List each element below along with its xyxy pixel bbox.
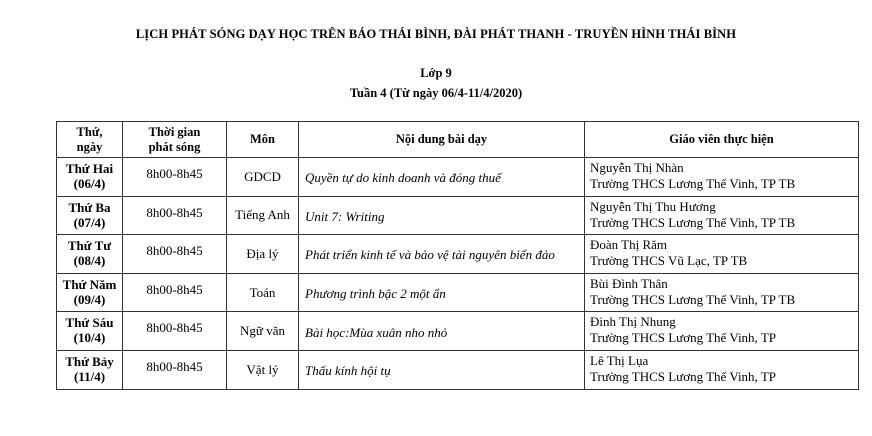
content-cell: Phương trình bậc 2 một ẩn bbox=[299, 273, 585, 312]
teacher-name: Đinh Thị Nhung bbox=[590, 314, 676, 330]
time-cell: 8h00-8h45 bbox=[123, 312, 227, 351]
time-cell: 8h00-8h45 bbox=[123, 273, 227, 312]
day-name: Thứ Sáu bbox=[65, 315, 114, 331]
day-cell bbox=[57, 196, 123, 235]
table-row bbox=[57, 350, 859, 389]
teacher-school: Trường THCS Lương Thế Vinh, TP bbox=[590, 368, 776, 384]
day-name: Thứ Bảy bbox=[65, 353, 114, 369]
content-cell: Thấu kính hội tụ bbox=[299, 350, 585, 389]
day-cell bbox=[57, 273, 123, 312]
subject-cell: Vật lý bbox=[227, 350, 299, 389]
table-row bbox=[57, 196, 859, 235]
table-row bbox=[57, 312, 859, 351]
day-cell bbox=[57, 235, 123, 274]
day-date: (09/4) bbox=[73, 291, 106, 307]
week-label: Tuần 4 (Từ ngày 06/4-11/4/2020) bbox=[349, 86, 523, 100]
day-date: (10/4) bbox=[73, 330, 106, 346]
subject-cell: Địa lý bbox=[227, 235, 299, 274]
teacher-name: Bùi Đình Thân bbox=[590, 275, 668, 291]
subject-cell: Tiếng Anh bbox=[227, 196, 299, 235]
teacher-cell bbox=[585, 312, 859, 351]
teacher-school: Trường THCS Lương Thế Vinh, TP TB bbox=[590, 214, 796, 230]
time-cell: 8h00-8h45 bbox=[123, 196, 227, 235]
time-cell: 8h00-8h45 bbox=[123, 235, 227, 274]
day-cell bbox=[57, 158, 123, 197]
day-date: (07/4) bbox=[73, 214, 106, 230]
time-cell: 8h00-8h45 bbox=[123, 350, 227, 389]
teacher-school: Trường THCS Lương Thế Vinh, TP TB bbox=[590, 291, 796, 307]
day-name: Thứ Tư bbox=[67, 238, 112, 254]
teacher-cell bbox=[585, 196, 859, 235]
schedule-table bbox=[56, 121, 859, 390]
time-cell: 8h00-8h45 bbox=[123, 158, 227, 197]
document-title: LỊCH PHÁT SÓNG DẠY HỌC TRÊN BÁO THÁI BÌNH, ĐÀI PHÁT THANH - TRUYỀN HÌNH THÁI BÌNH bbox=[135, 27, 737, 41]
content-cell: Quyền tự do kinh doanh và đóng thuế bbox=[299, 158, 585, 197]
header-day: Thứ, ngày bbox=[57, 122, 123, 158]
day-date: (06/4) bbox=[73, 176, 106, 191]
table-row bbox=[57, 273, 859, 312]
content-cell: Bài học:Mùa xuân nho nhỏ bbox=[299, 312, 585, 351]
teacher-cell bbox=[585, 350, 859, 389]
header-subject: Môn bbox=[227, 122, 299, 158]
table-row bbox=[57, 235, 859, 274]
teacher-cell bbox=[585, 235, 859, 274]
day-date: (08/4) bbox=[73, 253, 106, 269]
header-time: Thời gian phát sóng bbox=[123, 122, 227, 158]
subject-cell: GDCD bbox=[227, 158, 299, 197]
header-teacher: Giáo viên thực hiện bbox=[585, 122, 859, 158]
content-cell: Phát triển kinh tế và bảo vệ tài nguyên biển đảo bbox=[299, 235, 585, 274]
teacher-name: Nguyễn Thị Nhàn bbox=[590, 160, 684, 175]
day-cell bbox=[57, 350, 123, 389]
teacher-name: Đoàn Thị Răm bbox=[590, 237, 668, 253]
day-name: Thứ Năm bbox=[62, 276, 117, 292]
teacher-school: Trường THCS Vũ Lạc, TP TB bbox=[590, 253, 748, 269]
day-name: Thứ Ba bbox=[68, 199, 111, 215]
grade-label: Lớp 9 bbox=[420, 66, 452, 80]
teacher-name: Lê Thị Lụa bbox=[590, 352, 649, 368]
teacher-cell bbox=[585, 273, 859, 312]
table-row bbox=[57, 158, 859, 197]
subject-cell: Ngữ văn bbox=[227, 312, 299, 351]
teacher-school: Trường THCS Lương Thế Vinh, TP bbox=[590, 330, 776, 346]
content-cell: Unit 7: Writing bbox=[299, 196, 585, 235]
day-cell bbox=[57, 312, 123, 351]
header-content: Nội dung bài dạy bbox=[299, 122, 585, 158]
teacher-cell bbox=[585, 158, 859, 197]
table-header-row bbox=[57, 122, 859, 158]
day-name: Thứ Hai bbox=[65, 161, 114, 176]
day-date: (11/4) bbox=[73, 368, 106, 384]
teacher-school: Trường THCS Lương Thế Vinh, TP TB bbox=[590, 176, 796, 191]
subject-cell: Toán bbox=[227, 273, 299, 312]
teacher-name: Nguyễn Thị Thu Hương bbox=[590, 198, 716, 214]
